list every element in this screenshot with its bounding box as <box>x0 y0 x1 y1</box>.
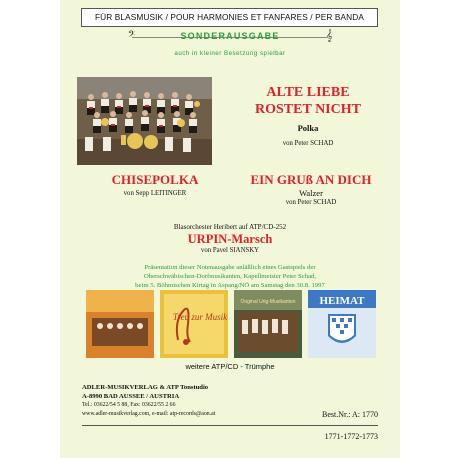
publisher-phone: Tel.: 03622/54 5 88, Fax: 03622/55 2 66 <box>82 402 176 408</box>
edition-subtitle: auch in kleiner Besetzung spielbar <box>174 50 286 57</box>
more-cds-caption: weitere ATP/CD - Trümphe <box>185 362 275 371</box>
composer-ein-gruss: von Peter SCHAD <box>285 199 337 206</box>
cd-cover-treu-zur-musik <box>160 290 228 358</box>
cd-cover-urig-musikanten <box>234 290 302 358</box>
catalog-numbers: 1771-1772-1773 <box>324 432 378 441</box>
publisher-address: A-8990 BAD AUSSEE / AUSTRIA <box>82 393 180 400</box>
composer-chisepolka: von Sepp LEITINGER <box>123 190 187 197</box>
genre-polka: Polka <box>297 123 319 133</box>
announcement-line1: Präsentation dieser Notenausgabe anläßlich eines Gastspiels der <box>144 264 316 271</box>
order-number: Best.Nr.: A: 1770 <box>321 410 378 419</box>
title-chisepolka: CHISEPOLKA <box>111 172 199 187</box>
genre-banner: FÜR BLASMUSIK / POUR HARMONIES ET FANFARES / PER BANDA <box>81 8 378 27</box>
composer-urpin: von Pavel SIANSKY <box>200 247 260 254</box>
document-page <box>60 0 400 458</box>
urpin-intro: Blasorchester Heribert auf ATP/CD-252 <box>173 223 287 231</box>
cd-cover-1 <box>86 290 154 358</box>
title-urpin-marsch: URPIN-Marsch <box>187 232 273 246</box>
announcement-line2: Oberschwäbischen-Dorfmusikanten, Kapellmeister Peter Schad, <box>143 273 317 280</box>
title-alte-liebe-line1: ALTE LIEBE <box>266 85 350 100</box>
cd-title-treu: Treu zur Musik <box>172 312 228 322</box>
cd-title-heimat: HEIMAT <box>319 295 365 307</box>
cd-title-urig: Original Urig-Musikanten <box>240 299 296 305</box>
publisher-block <box>82 383 215 419</box>
footer-rule <box>82 425 378 426</box>
title-ein-gruss: EIN GRUß AN DICH <box>250 172 372 187</box>
cd-cover-heimat <box>308 290 376 358</box>
publisher-web: www.adler-musikverlag.com, e-mail: atp-records@aon.at <box>82 411 216 417</box>
band-photo <box>77 77 212 165</box>
genre-walzer: Walzer <box>299 188 323 198</box>
announcement-line3: beim 5. Böhmischen Kirtag in Aspang/NÖ am Samstag den 30.8. 1997 <box>135 282 325 289</box>
treble-clef-icon: 𝄞 <box>326 30 333 42</box>
title-alte-liebe-line2: ROSTET NICHT <box>255 102 361 117</box>
publisher-name: ADLER-MUSIKVERLAG & ATP Tonstudio <box>82 384 209 391</box>
composer-alte-liebe: von Peter SCHAD <box>282 140 334 147</box>
edition-title: SONDERAUSGABE <box>180 31 280 41</box>
bass-clef-icon: 𝄢 <box>128 30 136 42</box>
